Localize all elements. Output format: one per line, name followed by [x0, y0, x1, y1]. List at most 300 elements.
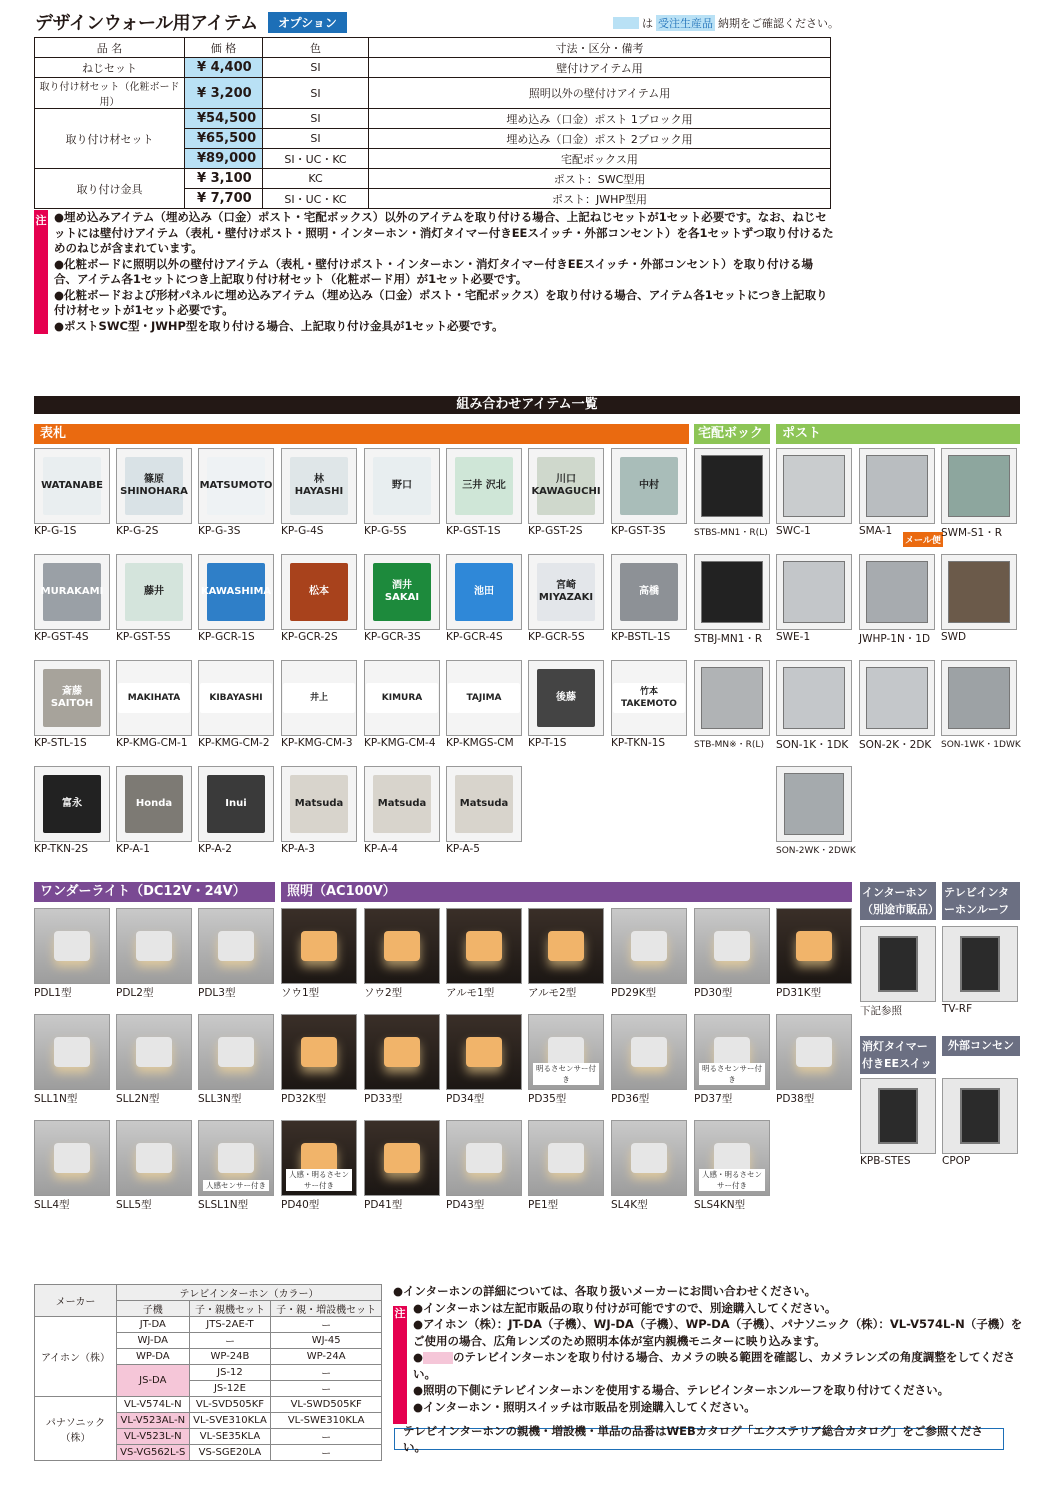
note-item: ●照明の下側にテレビインターホンを使用する場合、テレビインターホンルーフを取り付けてください。	[413, 1383, 950, 1397]
item-image	[281, 1014, 357, 1090]
product-image	[866, 455, 928, 517]
product-image	[878, 936, 918, 992]
catalog-item	[611, 554, 689, 643]
light-item	[281, 1014, 359, 1106]
item-code: KP-A-3	[281, 843, 315, 855]
nameplate-sample: 中村	[620, 457, 678, 515]
lamp-shape	[796, 1037, 832, 1067]
item-code: PD34型	[446, 1093, 485, 1105]
item-code: SL4K型	[611, 1199, 648, 1211]
item-image	[776, 554, 852, 630]
catalog-item	[528, 448, 606, 537]
lamp-shape	[136, 931, 172, 961]
lamp-shape	[54, 1143, 90, 1173]
light-item	[446, 1014, 524, 1106]
item-price: ¥ 7,700	[185, 189, 263, 209]
item-code: STBS-MN1・R(L)	[694, 528, 768, 538]
item-color: KC	[263, 169, 369, 189]
light-item	[116, 1014, 194, 1106]
set-cell: VL-SWE310KLA	[271, 1413, 382, 1429]
item-image	[364, 448, 440, 524]
item-image	[611, 1120, 687, 1196]
catalog-item	[776, 660, 854, 752]
cat-outlet: 外部コンセント	[942, 1036, 1020, 1056]
nameplate-sample: 林 HAYASHI	[290, 457, 348, 515]
catalog-item	[776, 766, 854, 856]
item-image	[446, 1014, 522, 1090]
note-item: ●化粧ボードおよび形材パネルに埋め込みアイテム（埋め込み（口金）ポスト・宅配ボックス）を取り付ける場合、アイテム各1セットにつき上記取り付け材セットが1セット必要です。	[54, 287, 828, 317]
item-image	[859, 660, 935, 736]
light-item	[198, 908, 276, 1000]
item-image	[528, 1014, 604, 1090]
cat-tv-roof: テレビインターホンルーフ	[942, 882, 1020, 920]
light-item	[34, 1120, 112, 1212]
item-code: TV-RF	[942, 1003, 973, 1015]
nameplate-sample: Matsuda	[455, 775, 513, 833]
product-image	[960, 1088, 1000, 1144]
item-code: SON-1K・1DK	[776, 739, 849, 751]
item-code: KP-A-2	[198, 843, 232, 855]
item-image	[34, 660, 110, 736]
set-cell: ー	[271, 1365, 382, 1381]
item-code: KP-GST-4S	[34, 631, 89, 643]
lamp-shape	[136, 1143, 172, 1173]
item-image	[281, 660, 357, 736]
catalog-item	[859, 554, 937, 646]
product-image	[948, 667, 1010, 729]
item-image	[942, 1078, 1018, 1154]
nameplate-sample: 竹本 TAKEMOTO	[613, 683, 685, 713]
item-note: 照明以外の壁付けアイテム用	[369, 78, 831, 109]
item-code: KP-TKN-1S	[611, 737, 666, 749]
lamp-shape	[54, 931, 90, 961]
item-image	[34, 766, 110, 842]
item-code: PD32K型	[281, 1093, 327, 1105]
nameplate-sample: 富永	[43, 775, 101, 833]
child-cell: VL-V574L-N	[117, 1397, 190, 1413]
sensor-badge: 明るさセンサー付き	[533, 1063, 599, 1085]
item-color: SI・UC・KC	[263, 189, 369, 209]
item-code: KP-A-4	[364, 843, 398, 855]
item-image	[364, 660, 440, 736]
maker-header: メーカー	[35, 1285, 117, 1317]
set-cell: JS-12E	[189, 1381, 271, 1397]
set-cell: VS-SGE20LA	[189, 1445, 271, 1461]
group-header: テレビインターホン（カラー）	[117, 1285, 382, 1301]
lamp-shape	[548, 1143, 584, 1173]
product-image	[960, 936, 1000, 992]
order-note	[613, 15, 839, 31]
item-code: SLS4KN型	[694, 1199, 746, 1211]
item-note: ポスト：JWHP型用	[369, 189, 831, 209]
catalog-item	[859, 448, 937, 537]
col-note: 寸法・区分・備考	[369, 38, 831, 58]
product-image	[866, 561, 928, 623]
item-image	[528, 908, 604, 984]
item-image	[116, 660, 192, 736]
child-cell: JT-DA	[117, 1317, 190, 1333]
catalog-item	[941, 554, 1019, 643]
light-item	[364, 908, 442, 1000]
item-image	[198, 660, 274, 736]
item-image	[859, 554, 935, 630]
item-code: SLL1N型	[34, 1093, 78, 1105]
light-item	[694, 1120, 772, 1212]
intercom-notes	[393, 1283, 1023, 1415]
item-code: アルモ2型	[528, 987, 577, 999]
item-name: 取り付け金具	[35, 169, 185, 209]
product-image	[866, 667, 928, 729]
col-child: 子機	[117, 1301, 190, 1317]
item-image	[776, 908, 852, 984]
item-note: ポスト：SWC型用	[369, 169, 831, 189]
catalog-item	[34, 660, 112, 749]
nameplate-sample: MURAKAMI	[43, 563, 101, 621]
item-price: ¥65,500	[185, 129, 263, 149]
item-image	[446, 1120, 522, 1196]
item-code: SWE-1	[776, 631, 811, 643]
light-item	[281, 908, 359, 1000]
note-item: ●インターホンは左記市販品の取り付けが可能ですので、別途購入してください。	[413, 1300, 837, 1315]
item-image	[528, 660, 604, 736]
item-code: KP-GST-1S	[446, 525, 501, 537]
maker-cell: パナソニック（株）	[35, 1397, 117, 1461]
lamp-shape	[218, 1037, 254, 1067]
item-image	[611, 660, 687, 736]
item-code: KP-STL-1S	[34, 737, 87, 749]
item-code: KPB-STES	[860, 1155, 911, 1167]
item-image	[364, 766, 440, 842]
col-set: 子・親機セット	[189, 1301, 271, 1317]
item-price: ¥ 4,400	[185, 58, 263, 78]
catalog-item	[859, 660, 937, 752]
nameplate-sample: 池田	[455, 563, 513, 621]
nameplate-sample: 川口 KAWAGUCHI	[537, 457, 595, 515]
nameplate-sample: Matsuda	[290, 775, 348, 833]
catalog-item	[198, 766, 276, 855]
item-image	[34, 908, 110, 984]
item-code: KP-G-2S	[116, 525, 159, 537]
item-price: ¥ 3,100	[185, 169, 263, 189]
nameplate-sample: KIBAYASHI	[200, 683, 272, 713]
item-image	[694, 1120, 770, 1196]
note-item: ●ポストSWC型・JWHP型を取り付ける場合、上記取り付け金具が1セット必要です。	[54, 318, 504, 333]
lamp-shape	[631, 1037, 667, 1067]
item-image	[694, 448, 770, 524]
catalog-item	[116, 554, 194, 643]
item-name: ねじセット	[35, 58, 185, 78]
item-image	[281, 1120, 357, 1196]
item-image	[860, 1078, 936, 1154]
nameplate-sample: 三井 沢北	[455, 457, 513, 515]
sensor-badge: 人感センサー付き	[203, 1180, 269, 1191]
item-image	[694, 1014, 770, 1090]
sensor-badge: 人感・明るさセンサー付き	[286, 1169, 352, 1191]
catalog-item	[694, 660, 772, 750]
price-table	[34, 37, 831, 209]
item-code: KP-G-3S	[198, 525, 241, 537]
light-item	[446, 908, 524, 1000]
light-item	[281, 1120, 359, 1212]
lamp-shape	[714, 931, 750, 961]
nameplate-sample: 高橋	[620, 563, 678, 621]
item-image	[528, 554, 604, 630]
item-image	[198, 554, 274, 630]
lamp-shape	[384, 1143, 420, 1173]
child-cell: VL-V523L-N	[117, 1429, 190, 1445]
item-code: STB-MN※・R(L)	[694, 740, 764, 750]
catalog-item	[941, 448, 1019, 540]
catalog-item	[364, 448, 442, 537]
light-item	[694, 908, 772, 1000]
catalog-item	[528, 660, 606, 749]
item-image	[860, 926, 936, 1002]
item-code: KP-KMG-CM-3	[281, 737, 353, 749]
light-item	[446, 1120, 524, 1212]
item-code: PD36型	[611, 1093, 650, 1105]
set-cell: WP-24B	[189, 1349, 271, 1365]
product-image	[948, 561, 1010, 623]
item-image	[776, 766, 852, 842]
item-code: KP-KMG-CM-1	[116, 737, 188, 749]
item-code: KP-G-1S	[34, 525, 77, 537]
item-image	[116, 766, 192, 842]
item-image	[364, 1120, 440, 1196]
product-image	[701, 667, 763, 729]
lamp-shape	[466, 1143, 502, 1173]
web-catalog-note: テレビインターホンの親機・増設機・単品の品番はWEBカタログ「エクステリア総合カタログ」をご参照ください。	[394, 1428, 1004, 1450]
nameplate-sample: Honda	[125, 775, 183, 833]
combo-header: 組み合わせアイテム一覧	[34, 396, 1020, 414]
item-code: PD35型	[528, 1093, 567, 1105]
nameplate-sample: TAJIMA	[448, 683, 520, 713]
item-code: SMA-1	[859, 525, 893, 537]
item-image	[694, 554, 770, 630]
item-image	[941, 448, 1017, 524]
set-cell: JS-12	[189, 1365, 271, 1381]
item-code: PDL3型	[198, 987, 236, 999]
item-image	[694, 908, 770, 984]
item-image	[776, 448, 852, 524]
item-code: SLL5型	[116, 1199, 152, 1211]
lamp-shape	[136, 1037, 172, 1067]
item-image	[281, 448, 357, 524]
bullet: ●	[413, 1350, 424, 1364]
lamp-shape	[384, 1037, 420, 1067]
item-image	[116, 554, 192, 630]
lamp-shape	[466, 931, 502, 961]
item-code: JWHP-1N・1D	[859, 633, 931, 645]
item-color: SI・UC・KC	[263, 149, 369, 169]
item-color: SI	[263, 58, 369, 78]
item-code: SWC-1	[776, 525, 811, 537]
item-code: ソウ2型	[364, 987, 403, 999]
catalog-item	[694, 554, 772, 646]
nameplate-sample: KIMURA	[366, 683, 438, 713]
product-image	[783, 455, 845, 517]
item-name: 取り付け材セット	[35, 109, 185, 169]
item-image	[942, 926, 1018, 1002]
item-note: 埋め込み（口金）ポスト 1ブロック用	[369, 109, 831, 129]
note-prefix: は	[642, 17, 653, 30]
lamp-shape	[796, 931, 832, 961]
item-image	[859, 448, 935, 524]
table-row	[35, 58, 831, 78]
item-code: SON-1WK・1DWK	[941, 740, 1021, 750]
product-image	[783, 667, 845, 729]
catalog-item	[198, 660, 276, 749]
table-row	[35, 1397, 382, 1413]
item-code: CPOP	[942, 1155, 971, 1167]
item-code: SON-2K・2DK	[859, 739, 932, 751]
item-image	[446, 554, 522, 630]
item-price: ¥ 3,200	[185, 78, 263, 109]
item-code: 下記参照	[860, 1005, 902, 1017]
catalog-item	[364, 766, 442, 855]
light-item	[34, 1014, 112, 1106]
cat-timer-switch: 消灯タイマー付きEEスイッ	[860, 1036, 936, 1074]
item-code: SWM-S1・R	[941, 527, 1003, 539]
item-code: アルモ1型	[446, 987, 495, 999]
product-image	[878, 1088, 918, 1144]
nameplate-sample: 酒井 SAKAI	[373, 563, 431, 621]
child-cell: WP-DA	[117, 1349, 190, 1365]
item-image	[34, 1014, 110, 1090]
catalog-item	[116, 766, 194, 855]
made-to-order-swatch	[613, 17, 639, 29]
intercom-table	[34, 1284, 382, 1461]
child-cell: WJ-DA	[117, 1333, 190, 1349]
side-item	[942, 1078, 1020, 1167]
cat-intercom: インターホン（別途市販品）	[860, 882, 936, 920]
item-image	[611, 554, 687, 630]
child-cell: JS-DA	[117, 1365, 190, 1397]
catalog-item	[281, 554, 359, 643]
lamp-shape	[631, 1143, 667, 1173]
catalog-item	[611, 448, 689, 537]
item-code: KP-KMGS-CM	[446, 737, 514, 749]
table-row	[35, 109, 831, 129]
product-image	[784, 773, 844, 835]
item-image	[364, 554, 440, 630]
item-image	[281, 766, 357, 842]
item-image	[941, 660, 1017, 736]
nameplate-sample: Matsuda	[373, 775, 431, 833]
item-code: SLL2N型	[116, 1093, 160, 1105]
item-note: 埋め込み（口金）ポスト 2ブロック用	[369, 129, 831, 149]
catalog-item	[364, 554, 442, 643]
catalog-item	[776, 554, 854, 643]
item-image	[941, 554, 1017, 630]
item-color: SI	[263, 78, 369, 109]
light-item	[198, 1120, 276, 1212]
item-code: ソウ1型	[281, 987, 320, 999]
catalog-item	[281, 448, 359, 537]
item-code: KP-KMG-CM-2	[198, 737, 270, 749]
item-code: PD43型	[446, 1199, 485, 1211]
set-cell: ー	[271, 1445, 382, 1461]
catalog-item	[776, 448, 854, 537]
item-code: SLL4型	[34, 1199, 70, 1211]
catalog-item	[281, 660, 359, 749]
light-item	[528, 1120, 606, 1212]
item-image	[34, 554, 110, 630]
item-code: PD33型	[364, 1093, 403, 1105]
item-code: KP-GST-3S	[611, 525, 666, 537]
item-image	[776, 1014, 852, 1090]
note-item	[413, 1349, 1023, 1382]
item-image	[446, 766, 522, 842]
cat-delivery: 宅配ボック	[694, 424, 770, 444]
nameplate-sample: 篠原 SHINOHARA	[125, 457, 183, 515]
nameplate-sample: 後藤	[537, 669, 595, 727]
cat-lighting: 照明（AC100V）	[281, 882, 852, 902]
product-image	[948, 455, 1010, 517]
item-image	[528, 448, 604, 524]
product-image	[701, 455, 763, 517]
catalog-item	[694, 448, 772, 538]
catalog-item	[198, 554, 276, 643]
nameplate-sample: 斎藤 SAITOH	[43, 669, 101, 727]
item-code: KP-TKN-2S	[34, 843, 89, 855]
notes-block	[34, 210, 834, 334]
item-code: PDL2型	[116, 987, 154, 999]
light-item	[34, 908, 112, 1000]
item-image	[611, 1014, 687, 1090]
light-item	[611, 1014, 689, 1106]
light-item	[776, 908, 854, 1000]
table-row	[35, 78, 831, 109]
item-image	[694, 660, 770, 736]
item-color: SI	[263, 109, 369, 129]
item-image	[198, 448, 274, 524]
col-full-set: 子・親・増設機セット	[271, 1301, 382, 1317]
set-cell: VL-SE35KLA	[189, 1429, 271, 1445]
lamp-shape	[466, 1037, 502, 1067]
catalog-item	[941, 660, 1019, 750]
item-code: KP-A-1	[116, 843, 150, 855]
catalog-item	[116, 448, 194, 537]
product-image	[701, 561, 763, 623]
pink-swatch	[423, 1352, 453, 1364]
item-code: KP-T-1S	[528, 737, 567, 749]
item-code: PE1型	[528, 1199, 559, 1211]
note-item: ●化粧ボードに照明以外の壁付けアイテム（表札・壁付けポスト・インターホン・消灯タイマー付きEEスイッチ・外部コンセント）を取り付ける場合、アイテム各1セットにつき上記取り付け材セット（化粧ボード用）が1セット必要です。	[54, 256, 813, 286]
set-cell: WJ-45	[271, 1333, 382, 1349]
catalog-item	[446, 766, 524, 855]
item-color: SI	[263, 129, 369, 149]
child-cell: VS-VG562L-S	[117, 1445, 190, 1461]
nameplate-sample: 井上	[283, 683, 355, 713]
nameplate-sample: 野口	[373, 457, 431, 515]
item-code: PD29K型	[611, 987, 657, 999]
item-code: KP-BSTL-1S	[611, 631, 671, 643]
side-item	[942, 926, 1020, 1015]
item-image	[34, 448, 110, 524]
table-row	[35, 169, 831, 189]
item-image	[116, 448, 192, 524]
item-code: KP-G-4S	[281, 525, 324, 537]
item-code: PD40型	[281, 1199, 320, 1211]
lamp-shape	[54, 1037, 90, 1067]
light-item	[776, 1014, 854, 1106]
item-code: KP-GCR-1S	[198, 631, 255, 643]
set-cell: VL-SWD505KF	[271, 1397, 382, 1413]
catalog-item	[364, 660, 442, 749]
lamp-shape	[218, 1143, 254, 1173]
item-image	[611, 908, 687, 984]
lamp-shape	[301, 1037, 337, 1067]
